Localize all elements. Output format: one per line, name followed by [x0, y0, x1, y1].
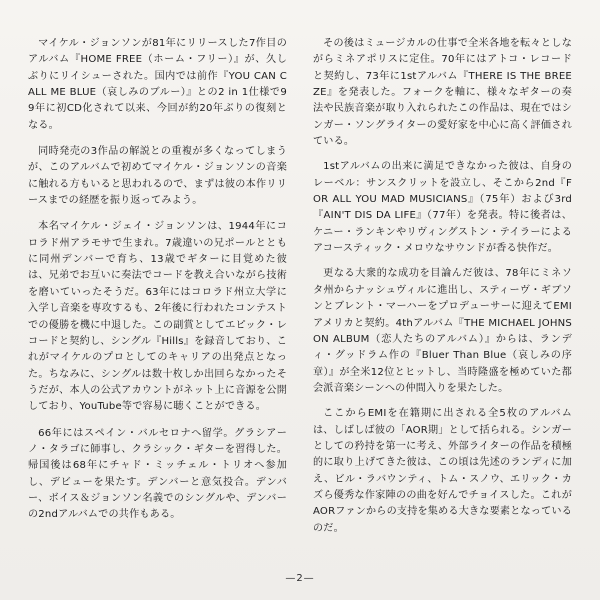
text-column-right [313, 36, 572, 536]
paragraph: 本名マイケル・ジェイ・ジョンソンは、1944年にコロラド州アラモサで生まれ。7歳違いの兄ポールとともに同州デンバーで育ち、13歳でギターに目覚めた彼は、兄弟でお互いに奏法でコードを教え合いながら技術を磨いていったそうだ。63年にはコロラド州立大学に入学し音楽を専攻するも、2年後に行われたコンテストでの優勝を機に中退した。この副賞としてエピック・レコードと契約し、シングル『Hills』を録音しており、これがマイケルのプロとしてのキャリアの出発点となった。ちなみに、シングルは数十枚しか出回らなかったそうだが、本人の公式アカウントがネット上に音源を公開しており、YouTube等で容易に聴くことができる。 [28, 221, 287, 413]
paragraph: 更なる大衆的な成功を目論んだ彼は、78年にミネソタ州からナッシュヴィルに進出し、スティーヴ・ギブソンとブレント・マーハーをプロデューサーに迎えてEMIアメリカと契約。4thアルバム『THE MICHAEL JOHNSON ALBUM（恋人たちのアルバム）』からは、ランディ・グッドラム作の『Bluer Than Blue（哀しみの序章）』が全米12位とヒットし、当時隆盛を極めていた都会派音楽シーンへの仲間入りを果たした。 [313, 268, 572, 394]
paragraph: その後はミュージカルの仕事で全米各地を転々としながらミネアポリスに定住。70年にはアトコ・レコードと契約し、73年に1stアルバム『THERE IS THE BREEZE』を発表した。フォークを軸に、様々なギターの奏法や民族音楽が取り入れられたこの作品は、現在ではシンガー・ソングライターの愛好家を中心に高く評価されている。 [313, 38, 572, 148]
two-column-layout [28, 36, 572, 536]
text-column-left [28, 36, 287, 536]
paragraph: ここからEMIを在籍期に出される全5枚のアルバムは、しばしば彼の「AOR期」として括られる。シンガーとしての矜持を第一に考え、外部ライターの作品を積極的に取り上げてきた彼は、この頃は先述のランディに加え、ビル・ラバウンティ、トム・スノウ、エリック・カズら優秀な作家陣のの曲を好んでチョイスした。これがAORファンからの支持を集める大きな要素となっているのだ。 [313, 408, 572, 534]
paragraph: 1stアルバムの出来に満足できなかった彼は、自身のレーベル：サンスクリットを設立し、そこから2nd『FOR ALL YOU MAD MUSICIANS』（75年）および3rd『AIN'T DIS DA LIFE』（77年）を発表。特に後者は、ケニー・ランキンやリヴィングストン・テイラーによるアコースティック・メロウなサウンドが香る快作だ。 [313, 161, 572, 255]
paragraph: 66年にはスペイン・バルセロナへ留学。グラシアーノ・タラゴに師事し、クラシック・ギターを習得した。帰国後は68年にチャド・ミッチェル・トリオへ参加し、デビューを果たす。デンバーと意気投合。デンバー、ボイス＆ジョンソン名義でのシングルや、デンバーの2ndアルバムでの共作もある。 [28, 427, 287, 521]
page-number: —2— [285, 573, 315, 584]
paragraph: マイケル・ジョンソンが81年にリリースした7作目のアルバム『HOME FREE（ホーム・フリー）』が、久しぶりにリイシューされた。国内では前作『YOU CAN CALL ME BLUE（哀しみのブルー）』との2 in 1仕様で99年に初CD化されて以来、今回が約20年ぶりの復刻となる。 [28, 38, 287, 131]
paragraph: 同時発売の3作品の解説との重複が多くなってしまうが、このアルバムで初めてマイケル・ジョンソンの音楽に触れる方もいると思われるので、まずは彼の本作リリースまでの経歴を振り返ってみよう。 [28, 146, 287, 207]
